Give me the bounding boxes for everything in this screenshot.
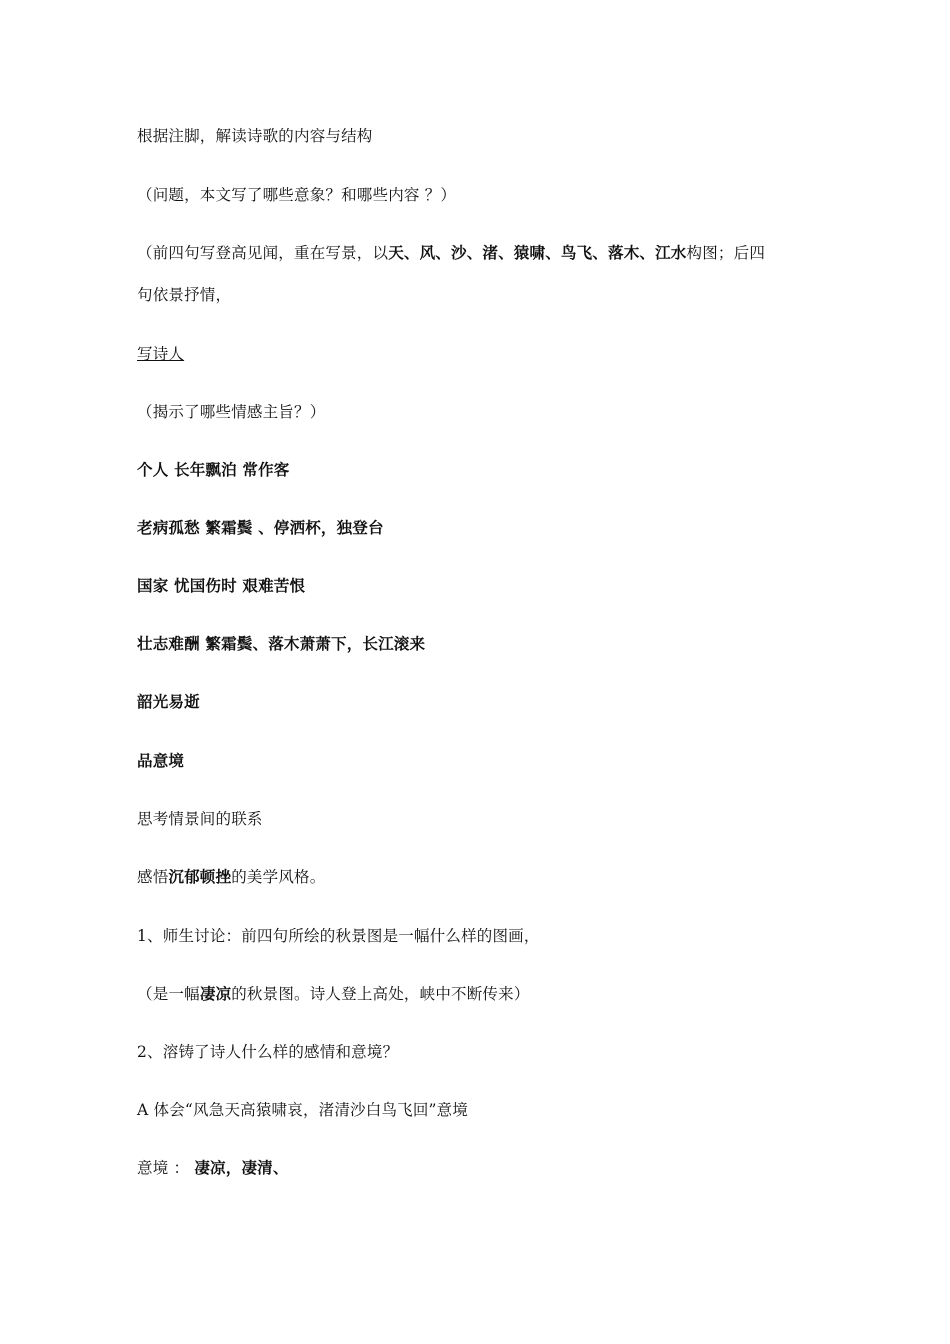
section-heading: 品意境 [137,751,185,770]
text-line: （揭示了哪些情感主旨？） [137,403,326,421]
text-line [137,1158,289,1178]
text-line [137,243,765,263]
bold-run: 天、风、沙、渚、猿啸、鸟飞、落木、江水 [388,243,687,262]
text-line: （问题，本文写了哪些意象？和哪些内容 ？） [137,186,457,204]
text-run: 感悟 [137,868,169,886]
bold-run: 凄凉，凄清、 [194,1158,289,1177]
bold-line: 国家 忧国伤时 艰难苦恨 [137,576,306,595]
text-run: （是一幅 [137,985,200,1003]
text-line: 句依景抒情， [137,286,232,304]
bold-line: 个人 长年飘泊 常作客 [137,460,290,479]
text-line: 1、师生讨论：前四句所绘的秋景图是一幅什么样的图画， [137,927,540,945]
text-line [137,984,530,1004]
text-run: 的秋景图。诗人登上高处，峡中不断传来） [231,985,530,1003]
text-run: 意境 ： [137,1159,195,1177]
bold-line: 壮志难酬 繁霜鬓、落木萧萧下，长江滚来 [137,634,426,653]
bold-line: 韶光易逝 [137,692,200,711]
text-line: 根据注脚，解读诗歌的内容与结构 [137,127,373,145]
text-run: （前四句写登高见闻，重在写景，以 [137,244,389,262]
text-line: A 体会“风急天高猿啸哀，渚清沙白鸟飞回”意境 [137,1101,469,1119]
bold-run: 凄凉 [199,984,232,1003]
text-line [137,867,325,887]
text-run: 构图；后四 [686,244,766,262]
underlined-line: 写诗人 [137,345,185,363]
bold-run: 沉郁顿挫 [168,867,232,886]
text-line: 2、溶铸了诗人什么样的感情和意境？ [137,1043,399,1061]
text-line: 思考情景间的联系 [137,810,263,828]
bold-line: 老病孤愁 繁霜鬓 、停洒杯，独登台 [137,518,384,537]
text-run: 的美学风格。 [231,868,326,886]
